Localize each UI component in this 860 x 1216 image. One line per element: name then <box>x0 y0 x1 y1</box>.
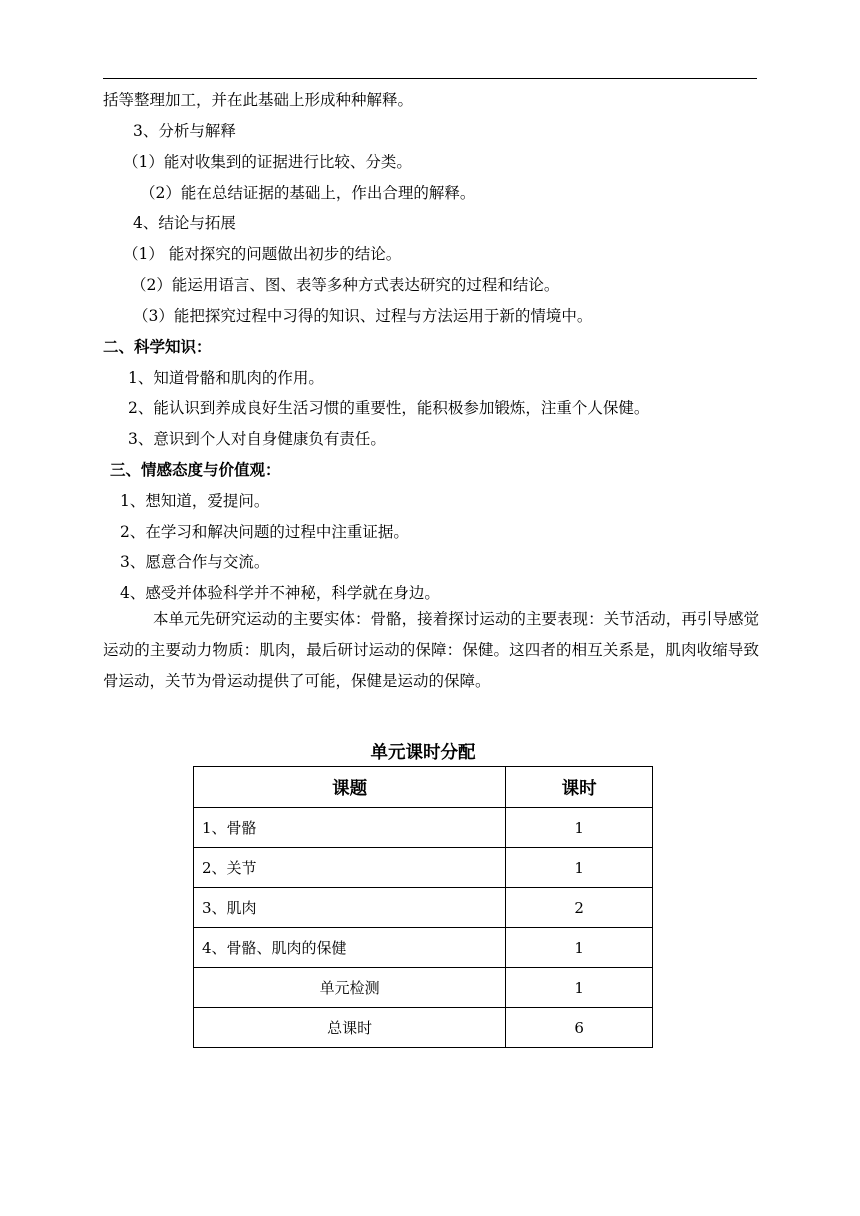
header-rule <box>103 78 757 79</box>
table-row <box>194 808 653 848</box>
text-line: 4、感受并体验科学并不神秘，科学就在身边。 <box>120 584 440 602</box>
table-row <box>194 968 653 1008</box>
header-hours: 课时 <box>506 767 653 808</box>
row-topic: 2、关节 <box>194 848 506 888</box>
section-heading: 3、分析与解释 <box>133 122 236 140</box>
text-line: 2、能认识到养成良好生活习惯的重要性，能积极参加锻炼，注重个人保健。 <box>128 399 650 417</box>
text-line: （3）能把探究过程中习得的知识、过程与方法运用于新的情境中。 <box>133 307 593 325</box>
table-row <box>194 888 653 928</box>
table-title: 单元课时分配 <box>370 743 476 763</box>
schedule-table <box>193 766 653 1048</box>
row-topic: 3、肌肉 <box>194 888 506 928</box>
row-hours: 1 <box>506 968 653 1008</box>
chapter-heading: 二、科学知识： <box>103 338 212 356</box>
row-topic: 1、骨骼 <box>194 808 506 848</box>
header-topic: 课题 <box>194 767 506 808</box>
row-topic: 单元检测 <box>194 968 506 1008</box>
text-line: 2、在学习和解决问题的过程中注重证据。 <box>120 523 409 541</box>
table-row <box>194 848 653 888</box>
text-line: 括等整理加工，并在此基础上形成种种解释。 <box>103 91 414 109</box>
table-row <box>194 928 653 968</box>
row-topic: 4、骨骼、肌肉的保健 <box>194 928 506 968</box>
summary-paragraph: 本单元先研究运动的主要实体：骨骼，接着探讨运动的主要表现：关节活动，再引导感觉运动的主要动力物质：肌肉，最后研讨运动的保障：保健。这四者的相互关系是，肌肉收缩导致骨运动，关节为骨运动提供了可能，保健是运动的保障。 <box>103 610 759 690</box>
text-line: 1、知道骨骼和肌肉的作用。 <box>128 369 324 387</box>
text-line: （2）能运用语言、图、表等多种方式表达研究的过程和结论。 <box>131 276 560 294</box>
section-heading: 4、结论与拓展 <box>133 214 236 232</box>
row-hours: 6 <box>506 1008 653 1048</box>
row-hours: 1 <box>506 848 653 888</box>
text-line: 3、愿意合作与交流。 <box>120 553 270 571</box>
row-hours: 1 <box>506 808 653 848</box>
text-line: 1、想知道，爱提问。 <box>120 492 270 510</box>
row-hours: 1 <box>506 928 653 968</box>
table-header-row <box>194 767 653 808</box>
chapter-heading: 三、情感态度与价值观： <box>110 461 281 479</box>
table-row <box>194 1008 653 1048</box>
row-topic: 总课时 <box>194 1008 506 1048</box>
text-line: （2）能在总结证据的基础上，作出合理的解释。 <box>140 184 476 202</box>
text-line: 3、意识到个人对自身健康负有责任。 <box>128 430 386 448</box>
text-line: （1） 能对探究的问题做出初步的结论。 <box>123 245 402 263</box>
text-line: （1）能对收集到的证据进行比较、分类。 <box>123 153 412 171</box>
row-hours: 2 <box>506 888 653 928</box>
